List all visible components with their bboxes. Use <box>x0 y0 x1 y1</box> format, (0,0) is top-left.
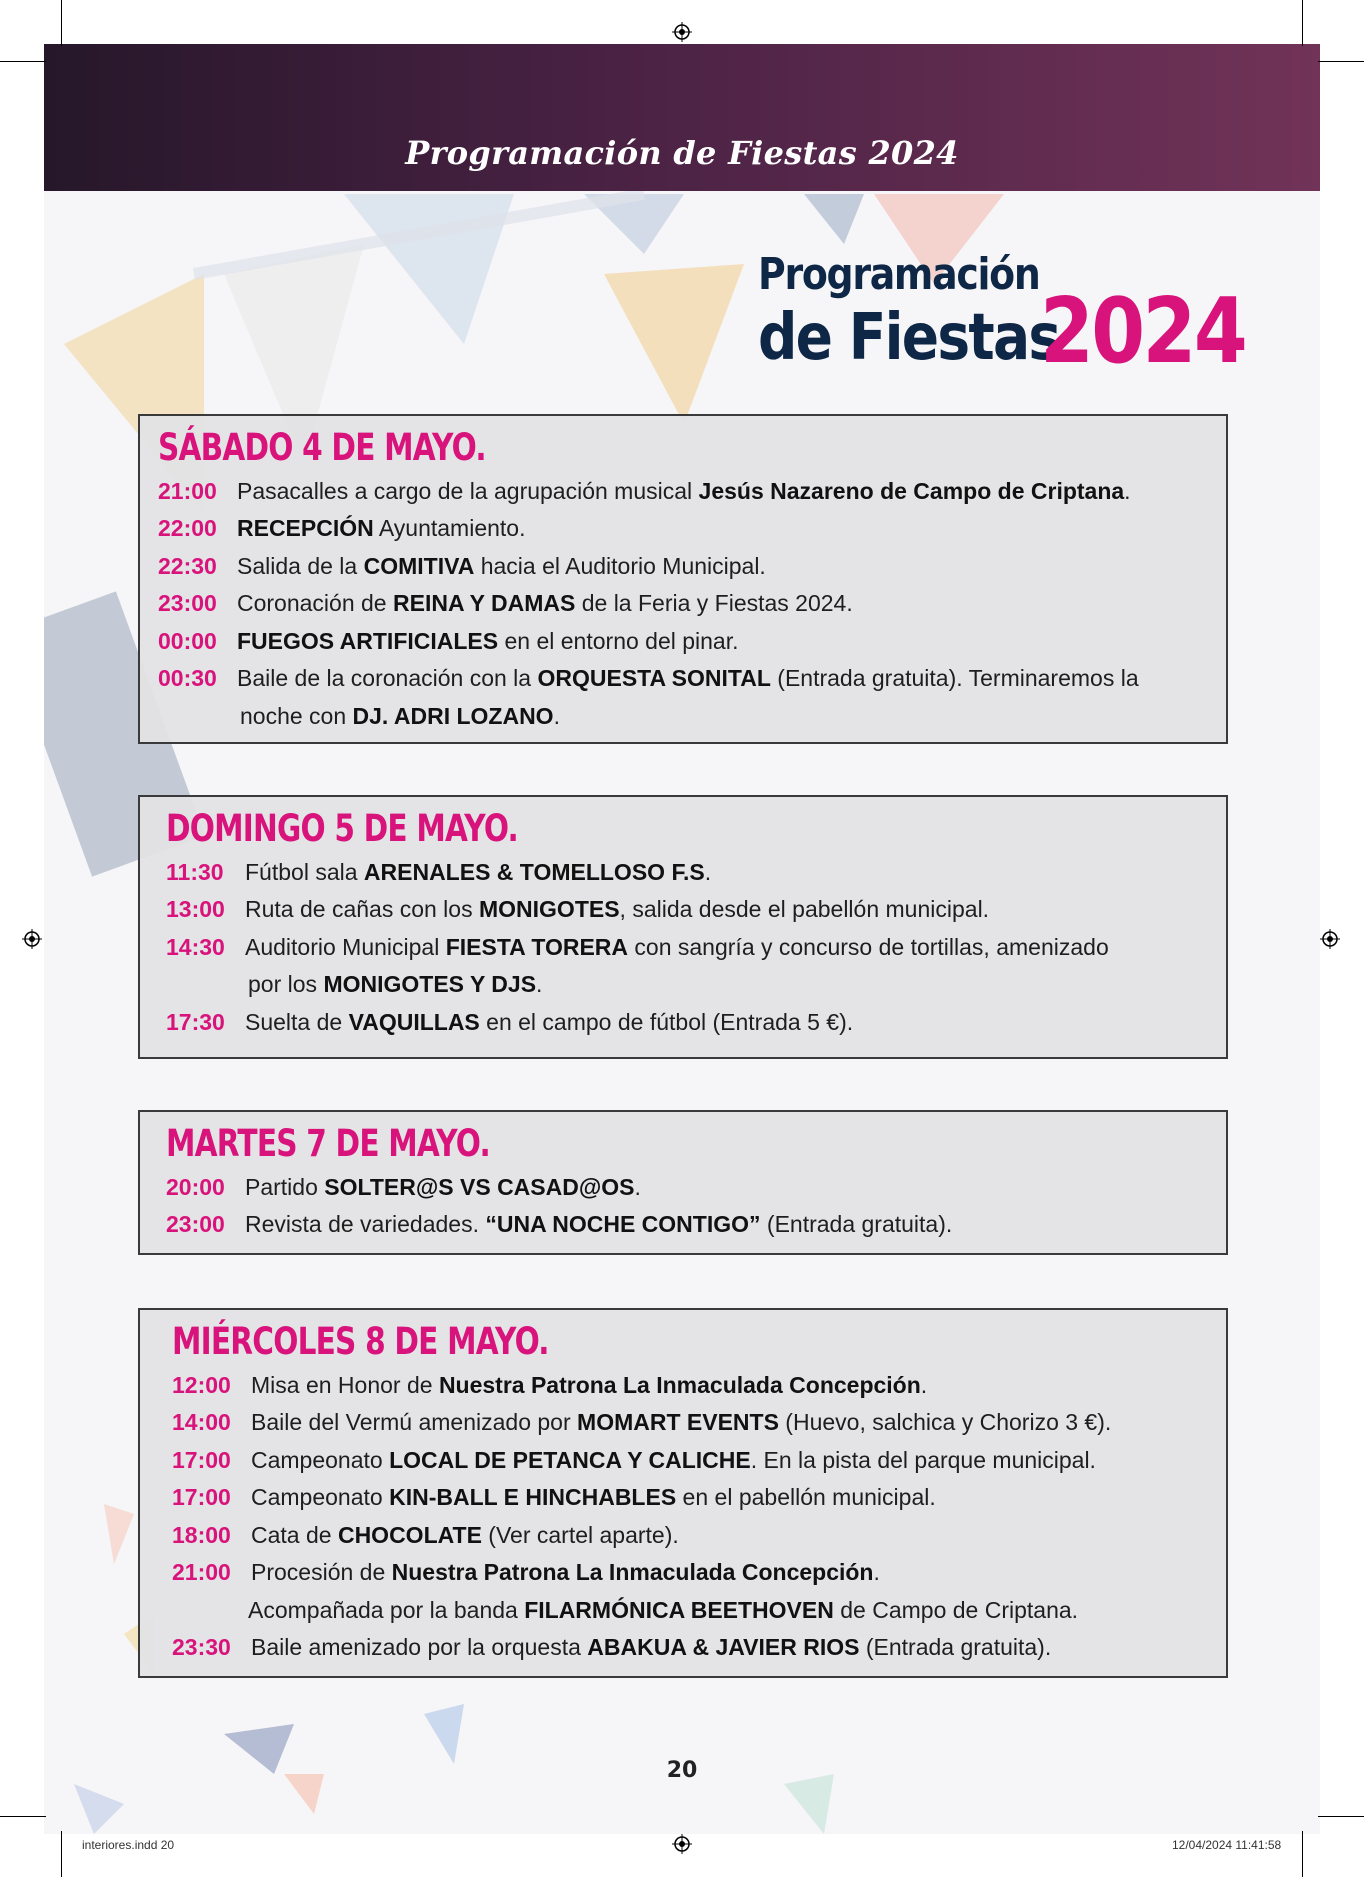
event-time: 23:00 <box>158 590 217 616</box>
event-row: 22:00 RECEPCIÓN Ayuntamiento. <box>158 515 526 541</box>
crop-mark <box>0 1816 46 1817</box>
registration-mark-icon <box>672 22 692 42</box>
slug-file-info: interiores.indd 20 <box>82 1838 175 1852</box>
page-number: 20 <box>666 1758 698 1783</box>
event-row: 14:00 Baile del Vermú amenizado por MOMART EVENTS (Huevo, salchica y Chorizo 3 €). <box>172 1409 1112 1435</box>
page-sheet <box>44 44 1320 1834</box>
day-title: DOMINGO 5 DE MAYO. <box>166 807 519 850</box>
day-box-sabado <box>138 414 1228 744</box>
event-time: 18:00 <box>172 1522 231 1548</box>
event-row: 23:00 Revista de variedades. “UNA NOCHE CONTIGO” (Entrada gratuita). <box>166 1211 953 1237</box>
crop-mark <box>0 61 46 62</box>
event-row: 12:00 Misa en Honor de Nuestra Patrona La Inmaculada Concepción. <box>172 1372 928 1398</box>
event-continuation: por los MONIGOTES Y DJS. <box>248 971 543 997</box>
fiestas-logo <box>758 249 1278 419</box>
event-time: 23:00 <box>166 1211 225 1237</box>
logo-year: 2024 <box>1040 279 1246 384</box>
event-time: 23:30 <box>172 1634 231 1660</box>
registration-mark-icon <box>22 929 42 949</box>
event-time: 17:00 <box>172 1484 231 1510</box>
event-row: 17:00 Campeonato KIN-BALL E HINCHABLES en el pabellón municipal. <box>172 1484 936 1510</box>
event-row: 21:00 Pasacalles a cargo de la agrupación musical Jesús Nazareno de Campo de Criptana. <box>158 478 1131 504</box>
event-time: 00:00 <box>158 628 217 654</box>
event-time: 22:30 <box>158 553 217 579</box>
crop-mark <box>61 1831 62 1877</box>
event-time: 22:00 <box>158 515 217 541</box>
crop-mark <box>1318 61 1364 62</box>
logo-line-1: Programación <box>758 249 1040 300</box>
event-time: 13:00 <box>166 896 225 922</box>
slug-datetime: 12/04/2024 11:41:58 <box>1172 1838 1282 1852</box>
event-time: 14:00 <box>172 1409 231 1435</box>
event-time: 00:30 <box>158 665 217 691</box>
crop-mark <box>1302 0 1303 46</box>
day-title: MIÉRCOLES 8 DE MAYO. <box>172 1320 549 1363</box>
event-time: 17:00 <box>172 1447 231 1473</box>
event-time: 17:30 <box>166 1009 225 1035</box>
event-row: 21:00 Procesión de Nuestra Patrona La Inmaculada Concepción. <box>172 1559 880 1585</box>
event-time: 11:30 <box>166 859 224 885</box>
event-row: 20:00 Partido SOLTER@S VS CASAD@OS. <box>166 1174 641 1200</box>
event-time: 21:00 <box>172 1559 231 1585</box>
crop-mark <box>1318 1816 1364 1817</box>
event-continuation: Acompañada por la banda FILARMÓNICA BEETHOVEN de Campo de Criptana. <box>248 1597 1079 1623</box>
event-row: 00:30 Baile de la coronación con la ORQUESTA SONITAL (Entrada gratuita). Terminaremos la <box>158 665 1139 691</box>
event-row: 11:30 Fútbol sala ARENALES & TOMELLOSO F.S. <box>166 859 712 885</box>
crop-mark <box>61 0 62 46</box>
event-row: 23:00 Coronación de REINA Y DAMAS de la Feria y Fiestas 2024. <box>158 590 853 616</box>
day-title: MARTES 7 DE MAYO. <box>166 1122 490 1165</box>
event-row: 18:00 Cata de CHOCOLATE (Ver cartel aparte). <box>172 1522 679 1548</box>
day-box-martes <box>138 1110 1228 1255</box>
logo-line-2: de Fiestas <box>758 301 1060 375</box>
event-time: 14:30 <box>166 934 225 960</box>
crop-mark <box>1302 1831 1303 1877</box>
day-box-domingo <box>138 795 1228 1059</box>
event-row: 00:00 FUEGOS ARTIFICIALES en el entorno del pinar. <box>158 628 739 654</box>
event-row: 23:30 Baile amenizado por la orquesta ABAKUA & JAVIER RIOS (Entrada gratuita). <box>172 1634 1052 1660</box>
header-title: Programación de Fiestas 2024 <box>405 134 959 172</box>
day-box-miercoles <box>138 1308 1228 1678</box>
event-row: 14:30 Auditorio Municipal FIESTA TORERA con sangría y concurso de tortillas, amenizado <box>166 934 1109 960</box>
event-row: 17:30 Suelta de VAQUILLAS en el campo de fútbol (Entrada 5 €). <box>166 1009 854 1035</box>
event-continuation: noche con DJ. ADRI LOZANO. <box>240 703 560 729</box>
registration-mark-icon <box>1320 929 1340 949</box>
registration-mark-icon <box>672 1834 692 1854</box>
event-row: 22:30 Salida de la COMITIVA hacia el Auditorio Municipal. <box>158 553 766 579</box>
event-row: 17:00 Campeonato LOCAL DE PETANCA Y CALICHE. En la pista del parque municipal. <box>172 1447 1096 1473</box>
event-time: 12:00 <box>172 1372 231 1398</box>
event-time: 21:00 <box>158 478 217 504</box>
day-title: SÁBADO 4 DE MAYO. <box>158 426 486 469</box>
event-time: 20:00 <box>166 1174 225 1200</box>
event-row: 13:00 Ruta de cañas con los MONIGOTES, salida desde el pabellón municipal. <box>166 896 990 922</box>
